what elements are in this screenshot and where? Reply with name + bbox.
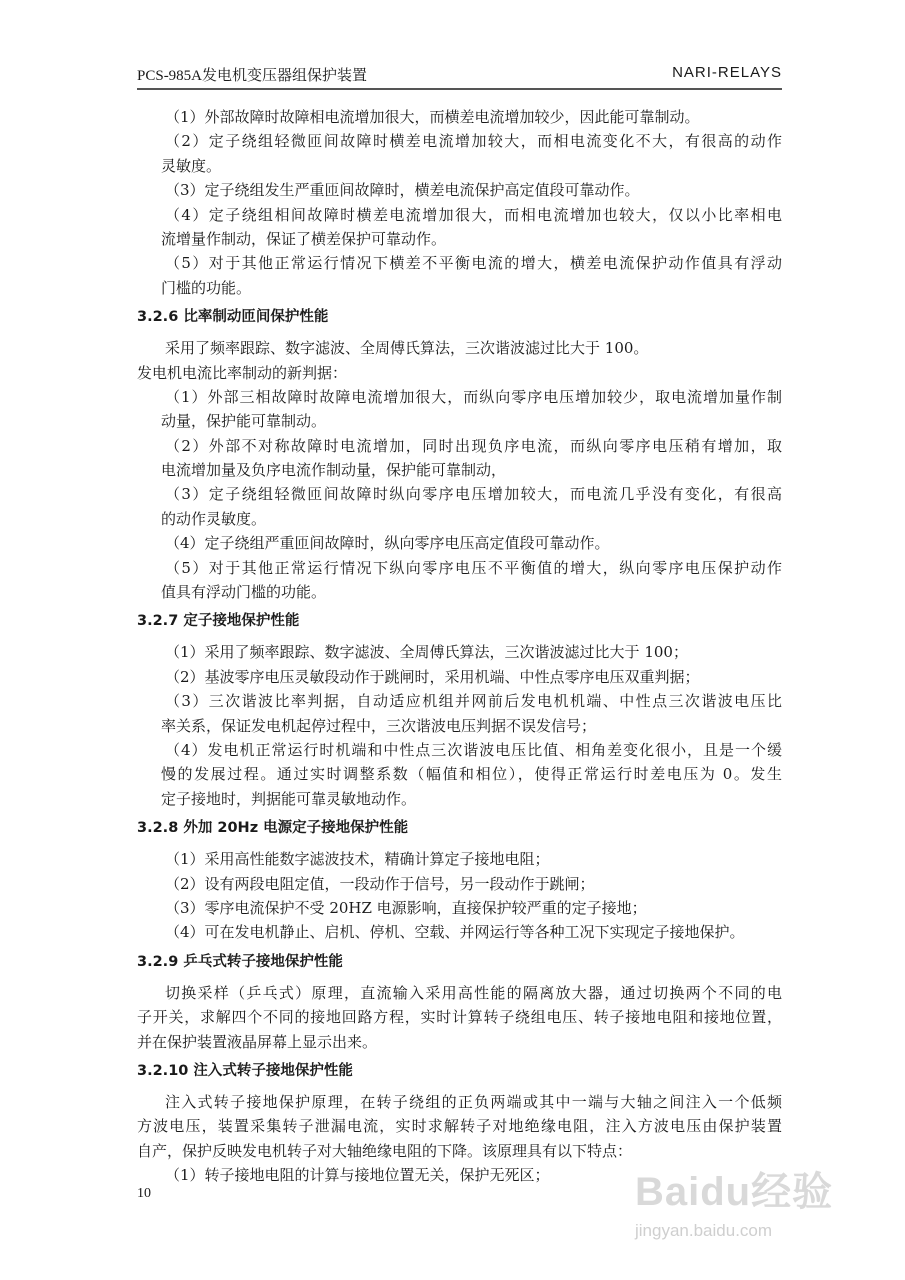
text-line: （5）对于其他正常运行情况下纵向零序电压不平衡值的增大，纵向零序电压保护动作 — [165, 558, 782, 577]
text-line: 发电机电流比率制动的新判据： — [137, 363, 348, 382]
section-heading: 3.2.7 定子接地保护性能 — [137, 613, 300, 630]
list-item — [137, 738, 782, 811]
text-line: （2）外部不对称故障时电流增加，同时出现负序电流，而纵向零序电压稍有增加，取 — [165, 436, 782, 455]
paragraph — [137, 336, 782, 360]
watermark-logo: Baidu经验 — [635, 1170, 834, 1214]
text-line: （4）定子绕组相间故障时横差电流增加很大，而相电流增加也较大，仅以小比率相电 — [165, 205, 782, 224]
text-line: （3）零序电流保护不受 20HZ 电源影响，直接保护较严重的定子接地； — [165, 898, 647, 917]
text-line: 灵敏度。 — [161, 156, 222, 175]
list-item — [137, 385, 782, 434]
list-item — [137, 872, 782, 896]
text-line: （2）定子绕组轻微匝间故障时横差电流增加较大，而相电流变化不大，有很高的动作 — [165, 132, 782, 151]
text-line: 切换采样（乒乓式）原理，直流输入采用高性能的隔离放大器，通过切换两个不同的电 — [165, 983, 782, 1002]
list-item — [137, 689, 782, 738]
baidu-watermark — [635, 1160, 865, 1260]
text-line: 方波电压，装置采集转子泄漏电流，实时求解转子对地绝缘电阻，注入方波电压由保护装置 — [137, 1117, 782, 1136]
section — [137, 305, 782, 604]
section — [137, 950, 782, 1054]
section — [137, 105, 782, 300]
list-item — [137, 665, 782, 689]
list-item — [137, 105, 782, 129]
text-line: （3）三次谐波比率判据，自动适应机组并网前后发电机机端、中性点三次谐波电压比 — [165, 692, 782, 711]
list-item — [137, 920, 782, 944]
section-heading: 3.2.9 乒乓式转子接地保护性能 — [137, 953, 343, 970]
document-title: PCS-985A发电机变压器组保护装置 — [137, 68, 368, 84]
list-item — [137, 251, 782, 300]
text-line: （3）定子绕组发生严重匝间故障时，横差电流保护高定值段可靠动作。 — [165, 181, 640, 200]
paragraph — [137, 1090, 782, 1163]
page-body — [137, 105, 782, 1187]
text-line: 的动作灵敏度。 — [161, 509, 267, 528]
text-line: （4）可在发电机静止、启机、停机、空载、并网运行等各种工况下实现定子接地保护。 — [165, 923, 745, 942]
text-line: （1）外部三相故障时故障电流增加很大，而纵向零序电压增加较少，取电流增加量作制 — [165, 387, 782, 406]
text-line: （5）对于其他正常运行情况下横差不平衡电流的增大，横差电流保护动作值具有浮动 — [165, 254, 782, 273]
text-line: 注入式转子接地保护原理，在转子绕组的正负两端或其中一端与大轴之间注入一个低频 — [165, 1092, 782, 1111]
list-item — [137, 896, 782, 920]
text-line: 采用了频率跟踪、数字滤波、全周傅氏算法，三次谐波滤过比大于 100。 — [165, 339, 649, 358]
text-line: 率关系，保证发电机起停过程中，三次谐波电压判据不误发信号； — [161, 716, 597, 735]
section — [137, 609, 782, 811]
page-number: 10 — [137, 1186, 151, 1201]
list-item — [137, 203, 782, 252]
text-line: （1）外部故障时故障相电流增加很大，而横差电流增加较少，因此能可靠制动。 — [165, 108, 700, 126]
list-item — [137, 178, 782, 202]
text-line: 子开关，求解四个不同的接地回路方程，实时计算转子绕组电压、转子接地电阻和接地位置， — [137, 1008, 782, 1027]
text-line: （1）采用了频率跟踪、数字滤波、全周傅氏算法，三次谐波滤过比大于 100； — [165, 643, 688, 662]
text-line: 流增量作制动，保证了横差保护可靠动作。 — [161, 229, 447, 248]
company-name: NARI-RELAYS — [672, 64, 782, 81]
text-line: （4）发电机正常运行时机端和中性点三次谐波电压比值、相角差变化很小，且是一个缓 — [165, 740, 782, 759]
section-heading: 3.2.6 比率制动匝间保护性能 — [137, 309, 329, 326]
text-line: 电流增加量及负序电流作制动量，保护能可靠制动， — [161, 461, 507, 480]
text-line: 慢的发展过程。通过实时调整系数（幅值和相位），使得正常运行时差电压为 0。发生 — [161, 765, 782, 784]
text-line: （4）定子绕组严重匝间故障时，纵向零序电压高定值段可靠动作。 — [165, 534, 610, 553]
section — [137, 816, 782, 945]
list-item — [137, 531, 782, 555]
list-item — [137, 640, 782, 664]
text-line: 动量，保护能可靠制动。 — [161, 412, 327, 431]
list-item — [137, 482, 782, 531]
text-line: 门槛的功能。 — [161, 278, 252, 297]
text-line: （2）设有两段电阻定值，一段动作于信号，另一段动作于跳闸； — [165, 874, 595, 893]
page-header — [137, 62, 782, 90]
text-line: （1）转子接地电阻的计算与接地位置无关，保护无死区； — [165, 1166, 550, 1185]
section-heading: 3.2.8 外加 20Hz 电源定子接地保护性能 — [137, 820, 409, 837]
text-line: 值具有浮动门槛的功能。 — [161, 583, 327, 602]
text-line: 定子接地时，判据能可靠灵敏地动作。 — [161, 789, 417, 808]
list-item — [137, 129, 782, 178]
text-line: （1）采用高性能数字滤波技术，精确计算定子接地电阻； — [165, 850, 550, 869]
text-line: （3）定子绕组轻微匝间故障时纵向零序电压增加较大，而电流几乎没有变化，有很高 — [165, 485, 782, 504]
paragraph — [137, 361, 782, 385]
list-item — [137, 556, 782, 605]
list-item — [137, 847, 782, 871]
paragraph — [137, 981, 782, 1054]
text-line: （2）基波零序电压灵敏段动作于跳闸时，采用机端、中性点零序电压双重判据； — [165, 667, 700, 686]
text-line: 自产，保护反映发电机转子对大轴绝缘电阻的下降。该原理具有以下特点： — [137, 1141, 633, 1160]
text-line: 并在保护装置液晶屏幕上显示出来。 — [137, 1032, 378, 1051]
list-item — [137, 434, 782, 483]
watermark-url: jingyan.baidu.com — [635, 1221, 773, 1240]
section-heading: 3.2.10 注入式转子接地保护性能 — [137, 1062, 353, 1079]
